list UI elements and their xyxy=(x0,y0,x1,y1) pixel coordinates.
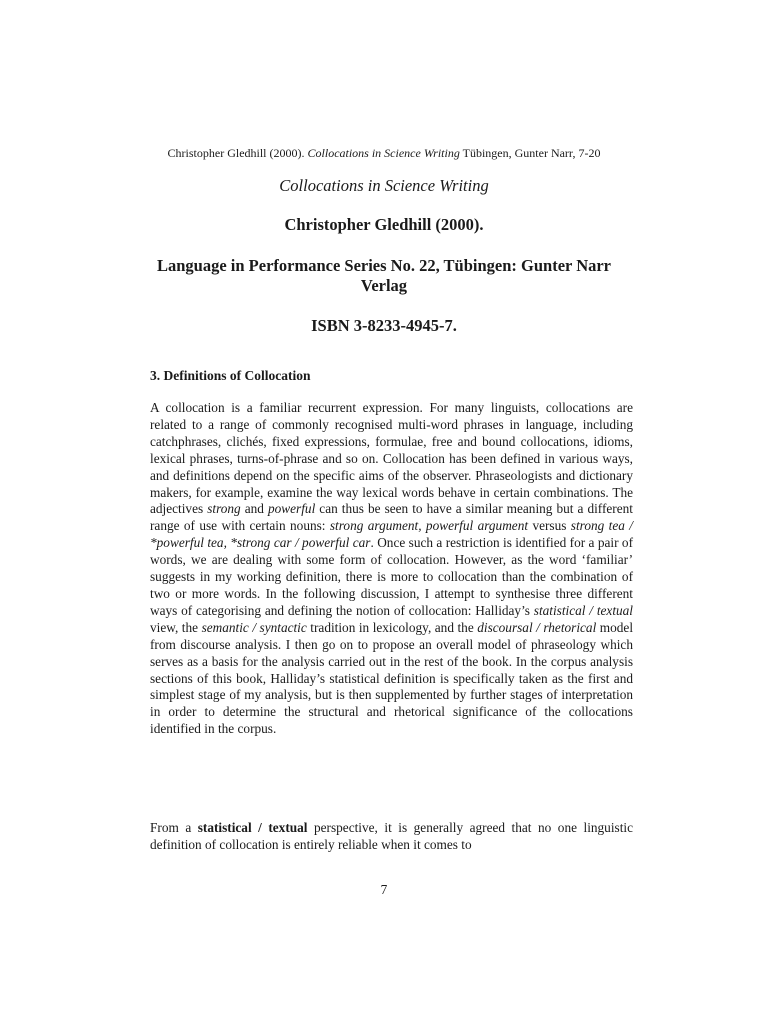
bold-term: statistical / textual xyxy=(197,820,308,835)
section-heading: 3. Definitions of Collocation xyxy=(150,368,311,383)
paragraph-text: A collocation is a familiar recurrent expression. For many linguists, collocations are related to a range of commonly recognised multi-word phrases in language, including catchphrases, clichés, fixed expressions, formulae, free and bound collocations, idioms, lexical phrases, turns-of-phrase and so on. Collocation has been defined in various ways, and definitions depend on the specific aims of the observer. Phraseologists and dictionary makers, for example, examine the way lexical words behave in certain combinations. The adjectives xyxy=(150,400,633,517)
paragraph-text: view, the xyxy=(150,619,202,635)
book-title: Collocations in Science Writing xyxy=(279,176,489,195)
page-number: 7 xyxy=(380,882,388,897)
paragraph-text: perspective, it is generally agreed that no one linguistic definition of collocation is entirely reliable when it comes to xyxy=(150,820,633,852)
paragraph-text: . Once such a restriction is identified for a pair of words, we are dealing with some form of collocation. However, as the word ‘familiar’ suggests in my working definition, there is more to collocation than the combination of two or more words. In the following discussion, I attempt to synthesise three different ways of categorising and defining the notion of collocation: Halliday’s xyxy=(150,535,633,618)
paragraph-text: From a xyxy=(150,820,198,835)
italic-term: strong argument, powerful argument xyxy=(329,518,529,534)
italic-term: discoursal / rhetorical xyxy=(477,619,597,635)
body-paragraph-1 xyxy=(150,400,633,738)
paragraph-text: model from discourse analysis. I then go on to propose an overall model of phraseology which serves as a basis for the analysis carried out in the rest of the book. In the corpus analysis sections of this book, Halliday’s statistical definition is specifically taken as the first and simplest stage of my analysis, but is then supplemented by further stages of interpretation in order to determine the structural and rhetorical significance of the collocations identified in the corpus. xyxy=(150,619,634,737)
header-citation-suffix: Tübingen, Gunter Narr, 7-20 xyxy=(459,146,601,160)
paragraph-text: versus xyxy=(528,518,571,534)
paragraph-text: can thus be seen to have a similar meaning but a different range of use with certain nouns: xyxy=(150,501,633,534)
italic-term: powerful xyxy=(267,501,316,517)
header-citation-prefix: Christopher Gledhill (2000). xyxy=(167,146,308,160)
header-citation-title: Collocations in Science Writing xyxy=(307,146,460,160)
italic-term: strong xyxy=(207,501,241,517)
paragraph-text: tradition in lexicology, and the xyxy=(306,619,478,635)
italic-term: strong tea / *powerful tea, *strong car / powerful car xyxy=(150,518,633,551)
book-series: Language in Performance Series No. 22, Tübingen: Gunter Narr Verlag xyxy=(156,256,612,295)
body-paragraph-2 xyxy=(150,820,633,854)
paragraph-text: and xyxy=(240,501,268,517)
running-header xyxy=(100,145,668,161)
book-isbn: ISBN 3-8233-4945-7. xyxy=(311,316,457,335)
italic-term: statistical / textual xyxy=(533,602,634,618)
italic-term: semantic / syntactic xyxy=(201,619,307,635)
book-author: Christopher Gledhill (2000). xyxy=(284,215,484,234)
